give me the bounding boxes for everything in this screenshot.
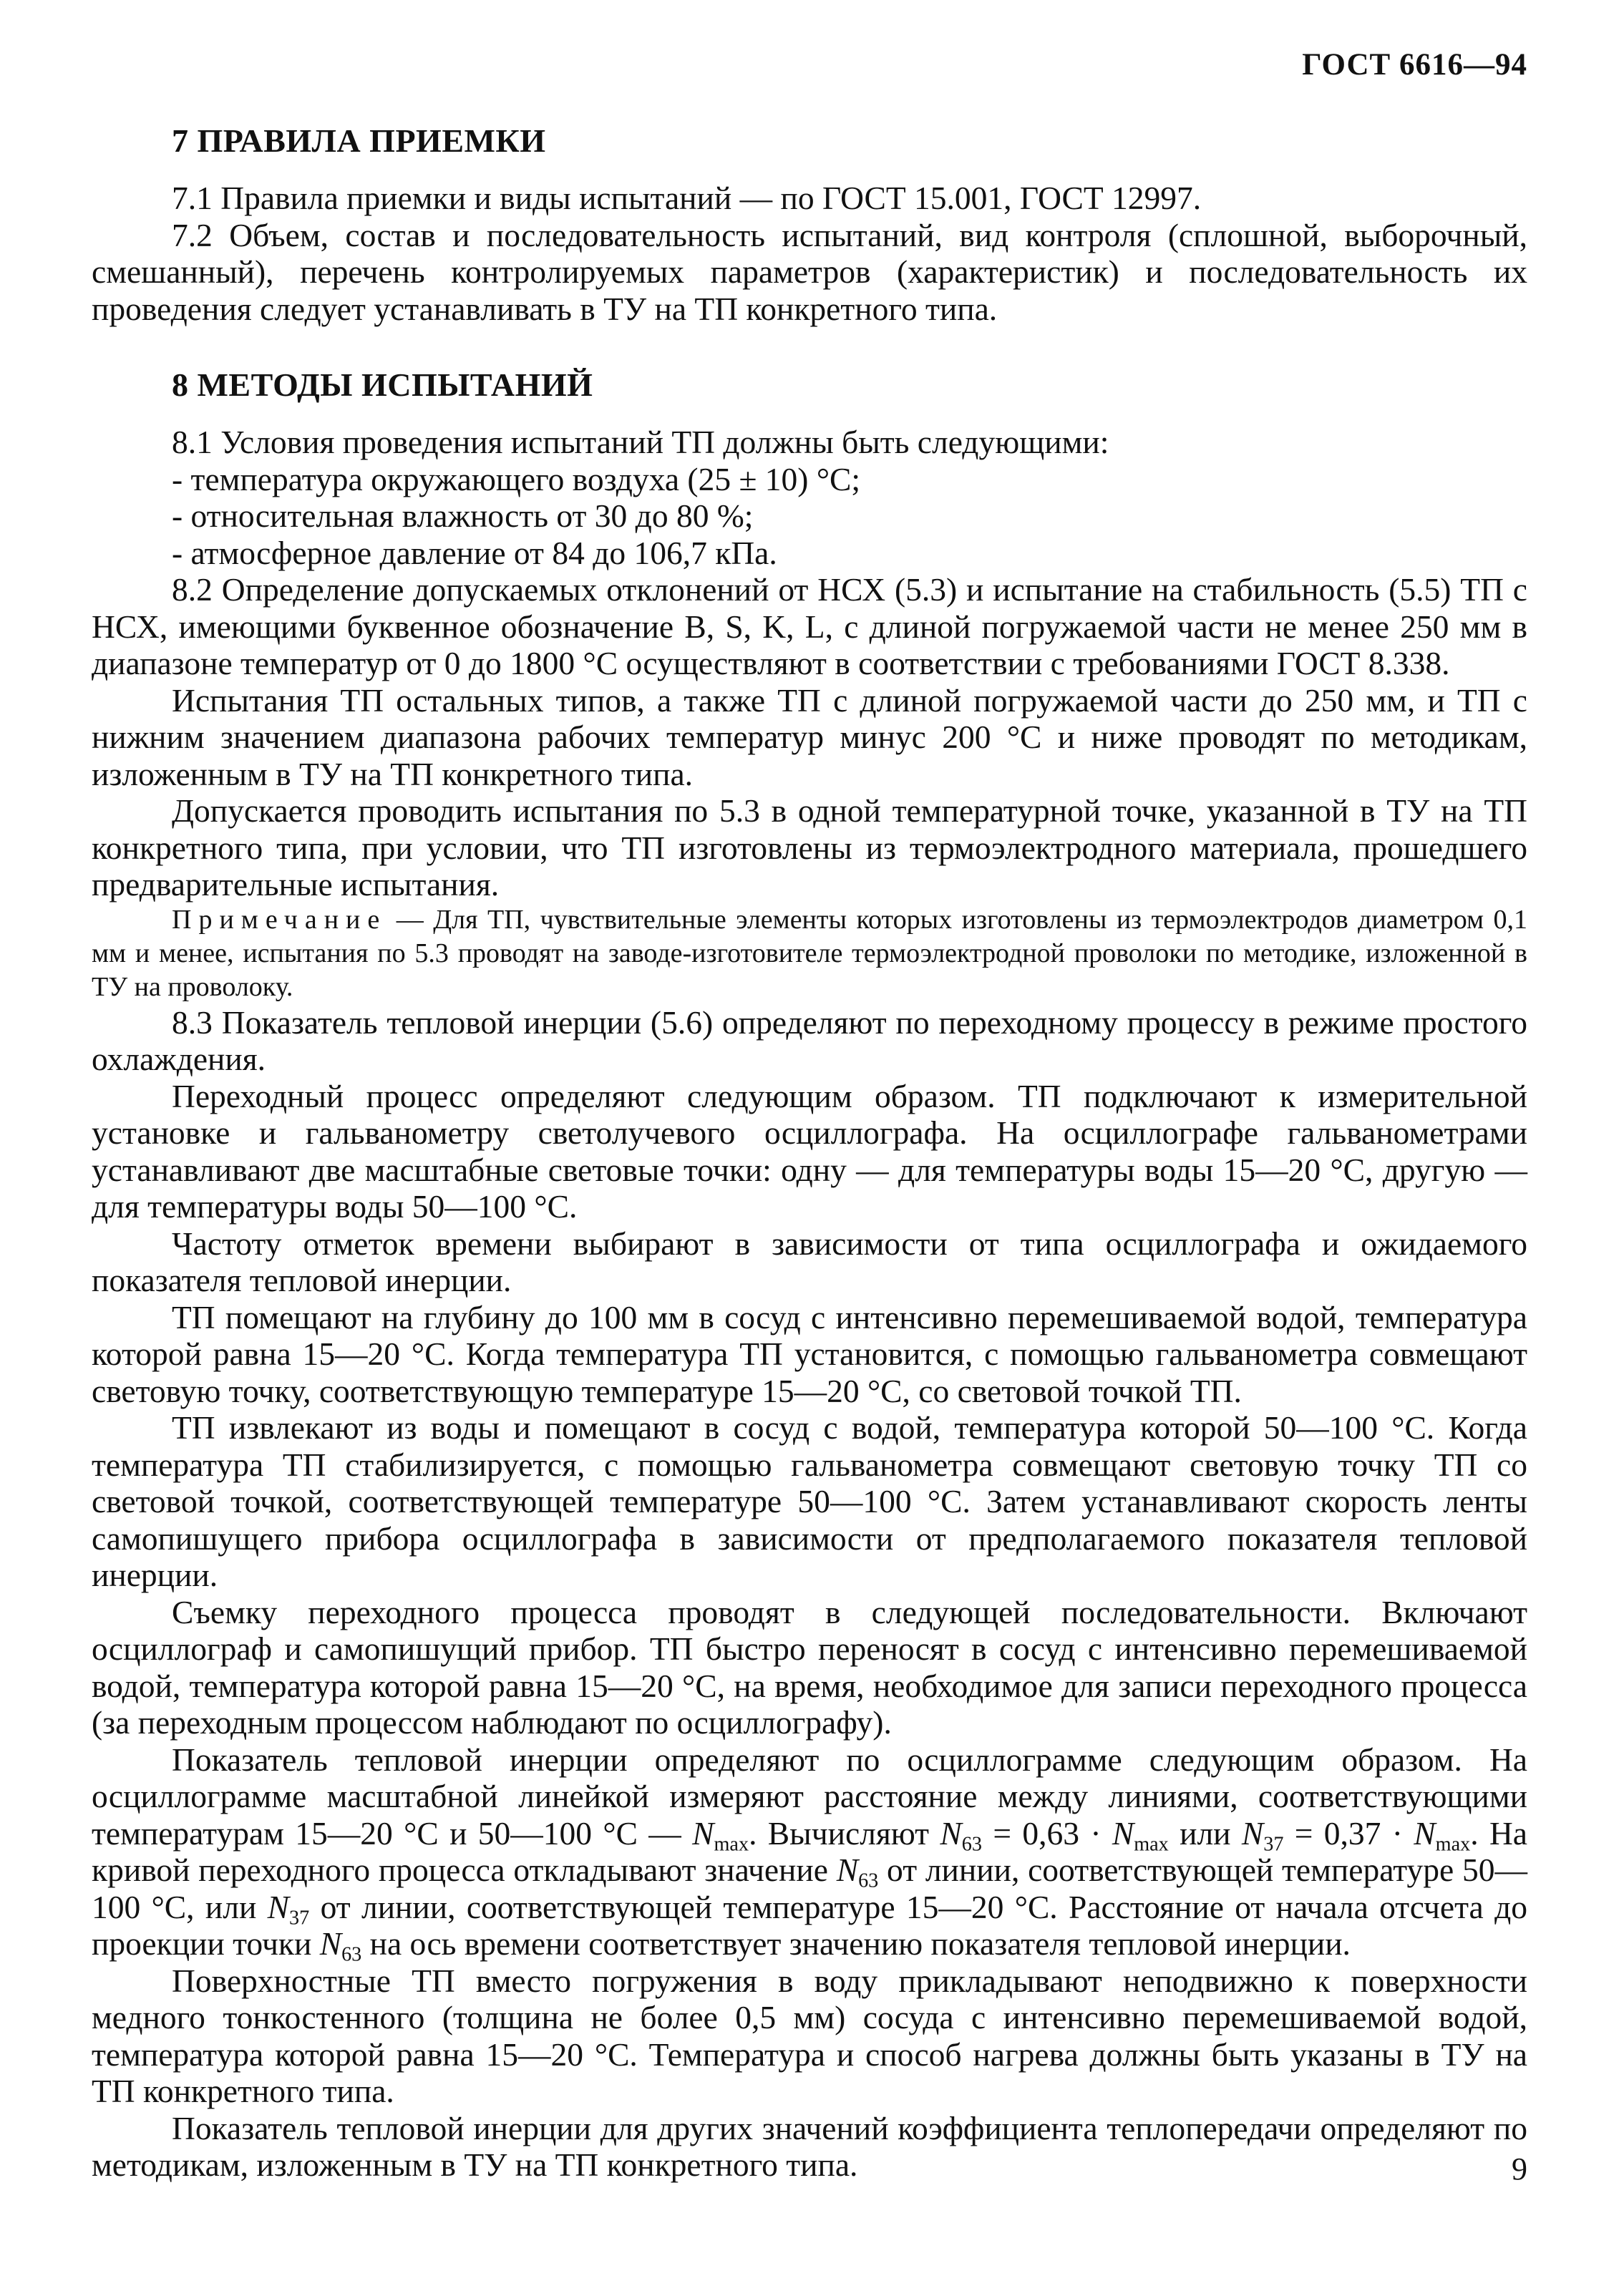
condition-item-temperature: - температура окружающего воздуха (25 ± 10) °С; xyxy=(172,460,861,497)
paragraph-7-2: 7.2 Объем, состав и последовательность испытаний, вид контроля (сплошной, выборочный, смешанный), перечень контролируемых параметров (характеристик) и последовательность их проведения следует устанавливать в ТУ на ТП конкретного типа. xyxy=(92,216,1527,327)
paragraph-7-1: 7.1 Правила приемки и виды испытаний — по ГОСТ 15.001, ГОСТ 12997. xyxy=(172,180,1202,216)
paragraph-immersion: ТП помещают на глубину до 100 мм в сосуд с интенсивно перемешиваемой водой, температура которой равна 15—20 °С. Когда температура ТП установится, с помощью гальванометра совмещают световую точку, соответствующую температуре 15—20 °С, со световой точкой ТП. xyxy=(92,1298,1527,1409)
paragraph-8-3: 8.3 Показатель тепловой инерции (5.6) определяют по переходному процессу в режиме простого охлаждения. xyxy=(92,1003,1527,1077)
paragraph-8-1: 8.1 Условия проведения испытаний ТП должны быть следующими: xyxy=(172,424,1109,460)
paragraph-other-types: Испытания ТП остальных типов, а также ТП с длиной погружаемой части до 250 мм, и ТП с нижним значением диапазона рабочих температур минус 200 °С и ниже проводят по методикам, изложенным в ТУ на ТП конкретного типа. xyxy=(92,681,1527,792)
paragraph-hot-water: ТП извлекают из воды и помещают в сосуд с водой, температура которой 50—100 °С. Когда температура ТП стабилизируется, с помощью гальванометра совмещают световую точку ТП со световой точкой, соответствующей температуре 50—100 °С. Затем устанавливают скорость ленты самопишущего прибора осциллографа в зависимости от предполагаемого показателя тепловой инерции. xyxy=(92,1409,1527,1593)
note-text: — Для ТП, чувствительные элементы которых изготовлены из термоэлектродов диаметром 0,1 мм и менее, испытания по 5.3 проводят на заводе-изготовителе термоэлектродной проволоки по методике, изложенной в ТУ на проволоку. xyxy=(92,904,1527,1002)
paragraph-single-point: Допускается проводить испытания по 5.3 в одной температурной точке, указанной в ТУ на ТП конкретного типа, при условии, что ТП изготовлены из термоэлектродного материала, прошедшего предварительные испытания. xyxy=(92,792,1527,903)
section-8-title: 8 МЕТОДЫ ИСПЫТАНИЙ xyxy=(172,366,593,403)
paragraph-other-coefficients: Показатель тепловой инерции для других значений коэффициента теплопередачи определяют по методикам, изложенным в ТУ на ТП конкретного типа. xyxy=(92,2109,1527,2183)
paragraph-8-2: 8.2 Определение допускаемых отклонений от НСХ (5.3) и испытание на стабильность (5.5) ТП с НСХ, имеющими буквенное обозначение В, S, K, L, с длиной погружаемой части не менее 250 мм в диапазоне температур от 0 до 1800 °С осуществляют в соответствии с требованиями ГОСТ 8.338. xyxy=(92,571,1527,681)
paragraph-surface-tp: Поверхностные ТП вместо погружения в воду прикладывают неподвижно к поверхности медного тонкостенного (толщина не более 0,5 мм) сосуда с интенсивно перемешиваемой водой, температура которой равна 15—20 °С. Температура и способ нагрева должны быть указаны в ТУ на ТП конкретного типа. xyxy=(92,1962,1527,2109)
condition-item-humidity: - относительная влажность от 30 до 80 %; xyxy=(172,497,754,534)
paragraph-time-marks: Частоту отметок времени выбирают в зависимости от типа осциллографа и ожидаемого показателя тепловой инерции. xyxy=(92,1225,1527,1298)
note-label: Примечание xyxy=(172,904,387,935)
document-code: ГОСТ 6616—94 xyxy=(1302,48,1527,82)
paragraph-recording: Съемку переходного процесса проводят в следующей последовательности. Включают осциллограф и самопишущий прибор. ТП быстро переносят в сосуд с интенсивно перемешиваемой водой, температура которой равна 15—20 °С, на время, необходимое для записи переходного процесса (за переходным процессом наблюдают по осциллографу). xyxy=(92,1593,1527,1741)
condition-item-pressure: - атмосферное давление от 84 до 106,7 кПа. xyxy=(172,534,777,571)
paragraph-oscillogram-formula: Показатель тепловой инерции определяют по осциллограмме следующим образом. На осциллограмме масштабной линейкой измеряют расстояние между линиями, соответствующими температурам 15—20 °С и 50—100 °С — $N_{max}$. Вычисляют $N_{63} = 0,63 \cdot N_{max}$ или $N_{37} = 0,37 \cdot N_{max}$. На кривой переходного процесса откладывают значение $N_{63}$ от линии, соответствующей температуре 50—100 °С, или $N_{37}$ от линии, соответствующей температуре 15—20 °С. Расстояние от начала отсчета до проекции точки $N_{63}$ на ось времени соответствует значению показателя тепловой инерции. xyxy=(92,1741,1528,1966)
section-7-title: 7 ПРАВИЛА ПРИЕМКИ xyxy=(172,122,546,159)
paragraph-transient-setup: Переходный процесс определяют следующим образом. ТП подключают к измерительной установке и гальванометру светолучевого осциллографа. На осциллографе гальванометрами устанавливают две масштабные световые точки: одну — для температуры воды 15—20 °С, другую — для температуры воды 50—100 °С. xyxy=(92,1077,1527,1225)
page-body xyxy=(92,122,1527,2184)
page-number: 9 xyxy=(1512,2151,1527,2186)
note-paragraph xyxy=(92,903,1527,1004)
